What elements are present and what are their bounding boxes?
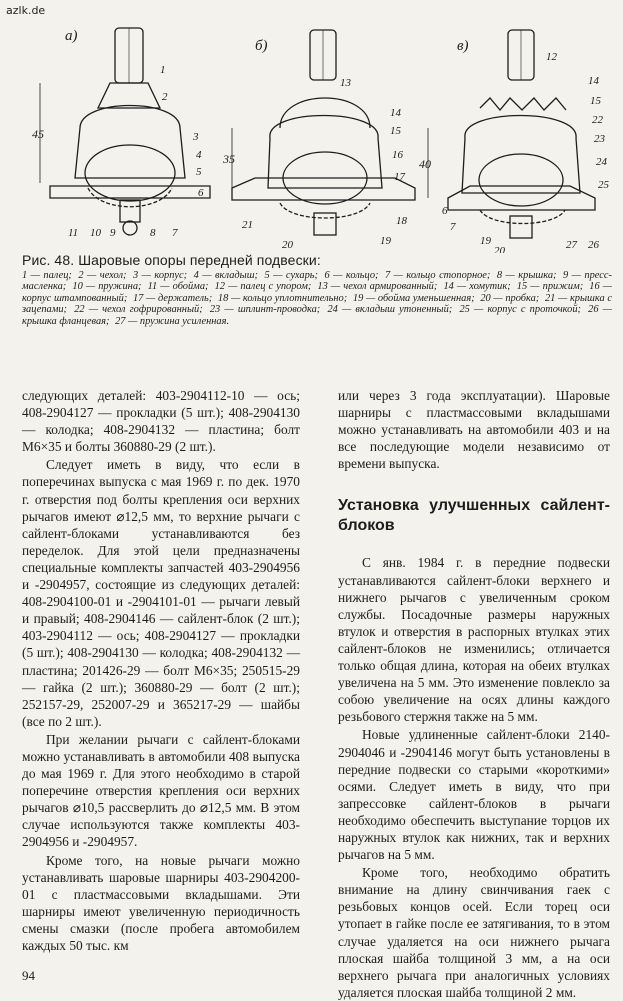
callout: 9 <box>110 227 116 239</box>
callout: 21 <box>242 219 253 231</box>
legend-item: 16 — корпус штампованный; <box>22 281 613 304</box>
callout: 16 <box>392 149 403 161</box>
callout: 20 <box>282 239 293 251</box>
legend-item: 24 — вкладыш утоненный; <box>327 304 453 315</box>
dimension-b: 35 <box>223 152 235 166</box>
legend-item: 4 — вкладыш; <box>193 269 259 281</box>
legend-item: 10 — пружина; <box>72 281 142 292</box>
callout: 15 <box>390 125 401 137</box>
ball-joint-c <box>428 30 595 238</box>
callout: 13 <box>340 77 351 89</box>
ball-joint-a <box>40 28 210 235</box>
right-column <box>338 387 610 1001</box>
paragraph: Кроме того, необходимо обратить внимание на длину свинчивания гаек с резьбовых концов осей. Если торец оси утопает в гайке после ее затягивания, то в этом случае удаляется на оси нижнего рычага плоская шайба толщиной 3 мм, а на оси верхнего рычага при аналогичных условиях удаляется плоская шайба толщиной 2 мм. <box>338 865 610 1000</box>
callout: 23 <box>594 133 605 145</box>
legend-item: 8 — крышка; <box>496 269 557 281</box>
callout: 25 <box>598 179 609 191</box>
legend-item: 12 — палец с упором; <box>214 281 312 292</box>
callout: 14 <box>588 75 599 87</box>
callout: 19 <box>380 235 391 247</box>
panel-label-c: в) <box>457 38 469 54</box>
paragraph: Кроме того, на новые рычаги можно устанавливать шаровые шарниры 403-2904200-01 с пластмассовыми вкладышами. Эти шарниры имеют увеличенную периодичность смены смазки (после пробега автомобилем каждых 50 тыс. км <box>22 852 300 953</box>
paragraph: Следует иметь в виду, что если в поперечинах выпуска с мая 1969 г. по дек. 1970 г. отверстия под болты крепления оси верхних рычагов имеют ⌀12,5 мм, то верхние рычаги с сайлент-блоками устанавливаются без переделок. Для этой цели предназначены специальные комплекты запчастей 403-2904956 и -2904957, состоящие из следующих деталей: 408-2904100-01 и -2904101-01 — рычаги левый и правый; 408-2904146 — сайлент-блок (2 шт.); 403-2904112 — ось; 408-2904127 — прокладки (5 шт.); 408-2904130 — колодка; 408-2904132 — пластина; 201426-29 — болт М6×35; 250515-29 — гайка (2 шт.); 360880-29 — болт (2 шт.); 252157-29, 252007-29 и 365217-29 — шайбы (все по 2 шт.). <box>22 457 300 729</box>
callout: 11 <box>68 227 79 239</box>
legend-item: 1 — палец; <box>22 269 72 281</box>
paragraph: С янв. 1984 г. в передние подвески устанавливаются сайлент-блоки верхнего и нижнего рычагов с увеличенным сроком службы. Посадочные размеры наружных втулок и отверстия в распорных втулках этих сайлент-блоков не изменились; отличается только общая длина, которая на обеих втулках увеличена на 5 мм. Это изменение повлекло за собою увеличение на осях длины каждого резьбового стержня также на 5 мм. <box>338 555 610 725</box>
callout: 18 <box>396 215 407 227</box>
paragraph: или через 3 года эксплуатации). Шаровые шарниры с пластмассовыми вкладышами можно устанавливать на автомобили 403 и на все последующие модели независимо от времени выпуска. <box>338 388 610 472</box>
legend-item: 23 — шплинт-проводка; <box>209 304 321 315</box>
paragraph: Новые удлиненные сайлент-блоки 2140-2904046 и -2904146 могут быть установлены в передние подвески со старыми «короткими» осями. Следует иметь в виду, что при запрессовке сайлент-блоков в рычаги необходимо обеспечить выступание торцов их наружных втулок как нижних, так и верхних рычагов на 5 мм. <box>338 727 610 863</box>
callout: 6 <box>198 187 204 199</box>
figure-caption <box>22 252 613 327</box>
legend-item: 11 — обойма; <box>147 281 209 292</box>
section-heading: Установка улучшенных сайлент-блоков <box>338 497 610 535</box>
callout: 26 <box>588 239 599 251</box>
watermark: azlk.de <box>6 4 46 17</box>
legend-item: 18 — кольцо уплотнительно; <box>217 292 348 304</box>
legend-item: 5 — сухарь; <box>264 269 318 281</box>
legend-item: 15 — прижим; <box>516 281 584 292</box>
dimension-c: 40 <box>419 157 431 171</box>
callout: 15 <box>590 95 601 107</box>
callout: 2 <box>162 91 168 103</box>
legend-item: 13 — чехол армированный; <box>317 281 438 292</box>
ball-joint-b <box>232 30 415 235</box>
legend-item: 9 — пресс-масленка; <box>22 269 612 292</box>
legend-item: 19 — обойма уменьшенная; <box>352 292 475 304</box>
legend-item: 22 — чехол гофрированный; <box>74 304 203 315</box>
legend-item: 14 — хомутик; <box>443 281 511 292</box>
legend-item: 7 — кольцо стопорное; <box>385 269 491 281</box>
panel-label-a: а) <box>65 28 78 44</box>
callout: 12 <box>546 51 557 63</box>
callout: 17 <box>394 171 405 183</box>
page-number: 94 <box>22 968 35 983</box>
callout: 7 <box>172 227 178 239</box>
panel-label-b: б) <box>255 38 268 54</box>
legend-item: 6 — кольцо; <box>324 269 379 281</box>
callout: 20 <box>494 245 505 253</box>
dimension-a: 45 <box>32 127 44 141</box>
ball-joint-drawing <box>10 18 615 253</box>
callout: 8 <box>150 227 156 239</box>
ball-joint-figure <box>10 18 615 253</box>
callout: 22 <box>592 114 603 126</box>
callout: 6 <box>442 205 448 217</box>
legend-item: 3 — корпус; <box>132 269 188 281</box>
legend-item: 17 — держатель; <box>132 292 213 304</box>
legend-item: 20 — пробка; <box>480 292 540 304</box>
legend-item: 27 — пружина усиленная. <box>115 315 230 327</box>
callout: 19 <box>480 235 491 247</box>
legend-item: 25 — корпус с проточкой; <box>459 304 581 315</box>
caption-legend <box>22 270 612 328</box>
callout: 1 <box>160 64 166 76</box>
callout: 7 <box>450 221 456 233</box>
callout: 27 <box>566 239 577 251</box>
caption-title: Рис. 48. Шаровые опоры передней подвески: <box>22 252 321 268</box>
callout: 4 <box>196 149 202 161</box>
callout: 3 <box>193 131 199 143</box>
callout: 5 <box>196 166 202 178</box>
paragraph: следующих деталей: 403-2904112-10 — ось; 408-2904127 — прокладки (5 шт.); 408-2904130 — колодка; 408-2904132 — пластина; болт М6×35 и болты 360880-29 (2 шт.). <box>22 388 300 455</box>
legend-item: 2 — чехол; <box>78 269 127 281</box>
left-column <box>22 387 300 954</box>
legend-item: 26 — крышка фланцевая; <box>22 304 612 327</box>
callout: 24 <box>596 156 607 168</box>
callout: 10 <box>90 227 101 239</box>
legend-item: 21 — крышка с зацепами; <box>22 292 612 315</box>
paragraph: При желании рычаги с сайлент-блоками можно устанавливать в автомобили 408 выпуска до мая 1969 г. Для этого необходимо в старой поперечине отверстия крепления оси верхних рычагов ⌀10,5 рассверлить до ⌀12,5 мм. В этом случае используются также комплекты 403-2904956 и -2904957. <box>22 731 300 850</box>
callout: 14 <box>390 107 401 119</box>
